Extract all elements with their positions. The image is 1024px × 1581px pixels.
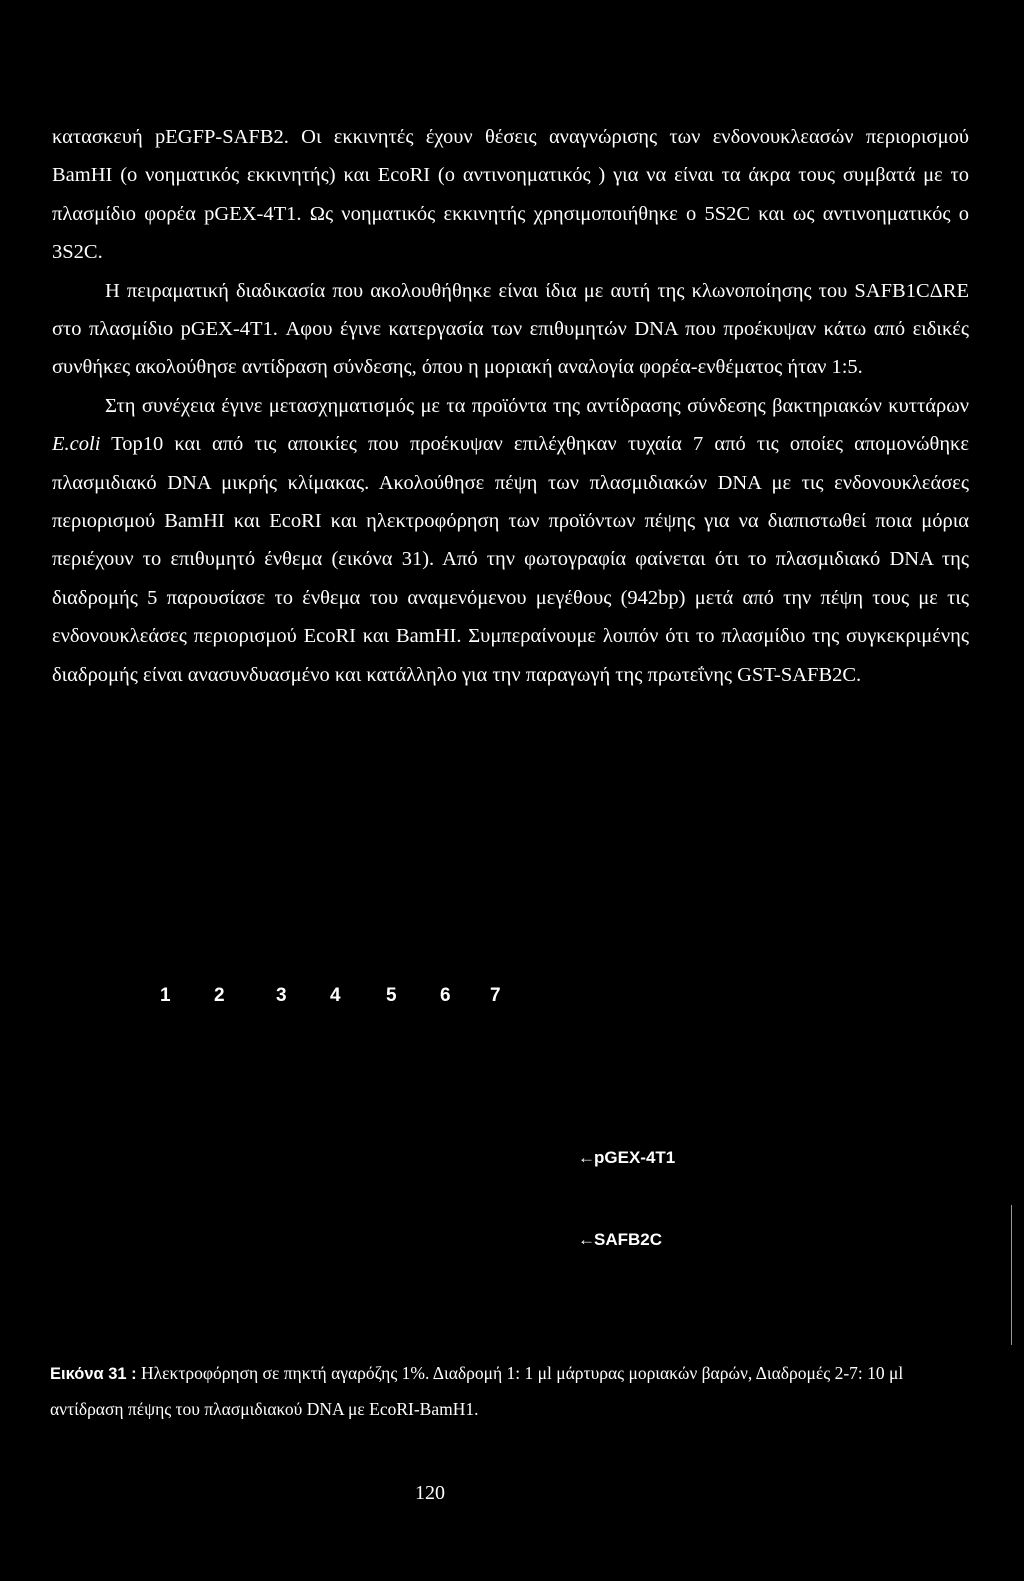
lane-label-2: 2 <box>214 985 225 1006</box>
figure-caption <box>50 1356 970 1427</box>
lane-label-6: 6 <box>440 985 451 1006</box>
band-label-pgex: pGEX-4T1 <box>594 1148 676 1167</box>
paragraph-3 <box>52 387 969 694</box>
gel-lane-labels <box>160 985 520 1015</box>
band-marker-pgex <box>578 1148 675 1168</box>
caption-text: Ηλεκτροφόρηση σε πηκτή αγαρόζης 1%. Διαδρομή 1: 1 μl μάρτυρας μοριακών βαρών, Διαδρομές 2-7: 10 μl αντίδραση πέψης του πλασμιδιακού DNA με EcoRI-BamH1. <box>50 1363 904 1419</box>
lane-label-4: 4 <box>330 985 341 1006</box>
body-text <box>52 118 969 694</box>
left-arrow-icon: ← <box>578 1230 593 1249</box>
page-number: 120 <box>415 1482 445 1504</box>
band-label-safb2c: SAFB2C <box>594 1230 663 1249</box>
gel-edge-line <box>1011 1205 1012 1345</box>
band-marker-safb2c <box>578 1230 662 1250</box>
left-arrow-icon: ← <box>578 1148 593 1167</box>
lane-label-1: 1 <box>160 985 171 1006</box>
lane-label-3: 3 <box>276 985 287 1006</box>
paragraph-3-part-b: Top10 και από τις αποικίες που προέκυψαν επιλέχθηκαν τυχαία 7 από τις οποίες απομονώθηκε πλασμιδιακό DNA μικρής κλίμακας. Ακολούθησε πέψη των πλασμιδιακών DNA με τις ενδονουκλεάσες περιορισμού BamHI και EcoRI και ηλεκτροφόρηση των προϊόντων πέψης για να διαπιστωθεί ποια μόρια περιέχουν το επιθυμητό ένθεμα (εικόνα 31). Από την φωτογραφία φαίνεται ότι το πλασμιδιακό DNA της διαδρομής 5 παρουσίασε το ένθεμα του αναμενόμενου μεγέθους (942bp) μετά από την πέψη τους με τις ενδονουκλεάσες περιορισμού EcoRI και BamHI. Συμπεραίνουμε λοιπόν ότι το πλασμίδιο της συγκεκριμένης διαδρομής είναι ανασυνδυασμένο και κατάλληλο για την παραγωγή της πρωτεΐνης GST-SAFB2C. <box>52 433 969 686</box>
paragraph-2: Η πειραματική διαδικασία που ακολουθήθηκε είναι ίδια με αυτή της κλωνοποίησης του SAFB1CΔRE στο πλασμίδιο pGEX-4T1. Αφου έγινε κατεργασία των επιθυμητών DNA που προέκυψαν κάτω από ειδικές συνθήκες ακολούθησε αντίδραση σύνδεσης, όπου η μοριακή αναλογία φορέα-ενθέματος ήταν 1:5. <box>52 279 969 379</box>
caption-label: Εικόνα 31 : <box>50 1365 137 1383</box>
lane-label-5: 5 <box>386 985 397 1006</box>
species-name-italic: E.coli <box>52 433 101 456</box>
lane-label-7: 7 <box>490 985 501 1006</box>
paragraph-3-part-a: Στη συνέχεια έγινε μετασχηματισμός με τα προϊόντα της αντίδρασης σύνδεσης βακτηριακών κυττάρων <box>105 394 969 417</box>
paragraph-1: κατασκευή pEGFP-SAFB2. Οι εκκινητές έχουν θέσεις αναγνώρισης των ενδονουκλεασών περιορισμού BamHI (ο νοηματικός εκκινητής) και EcoRI (ο αντινοηματικός ) για να είναι τα άκρα τους συμβατά με το πλασμίδιο φορέα pGEX-4T1. Ως νοηματικός εκκινητής χρησιμοποιήθηκε ο 5S2C και ως αντινοηματικός ο 3S2C. <box>52 126 969 264</box>
